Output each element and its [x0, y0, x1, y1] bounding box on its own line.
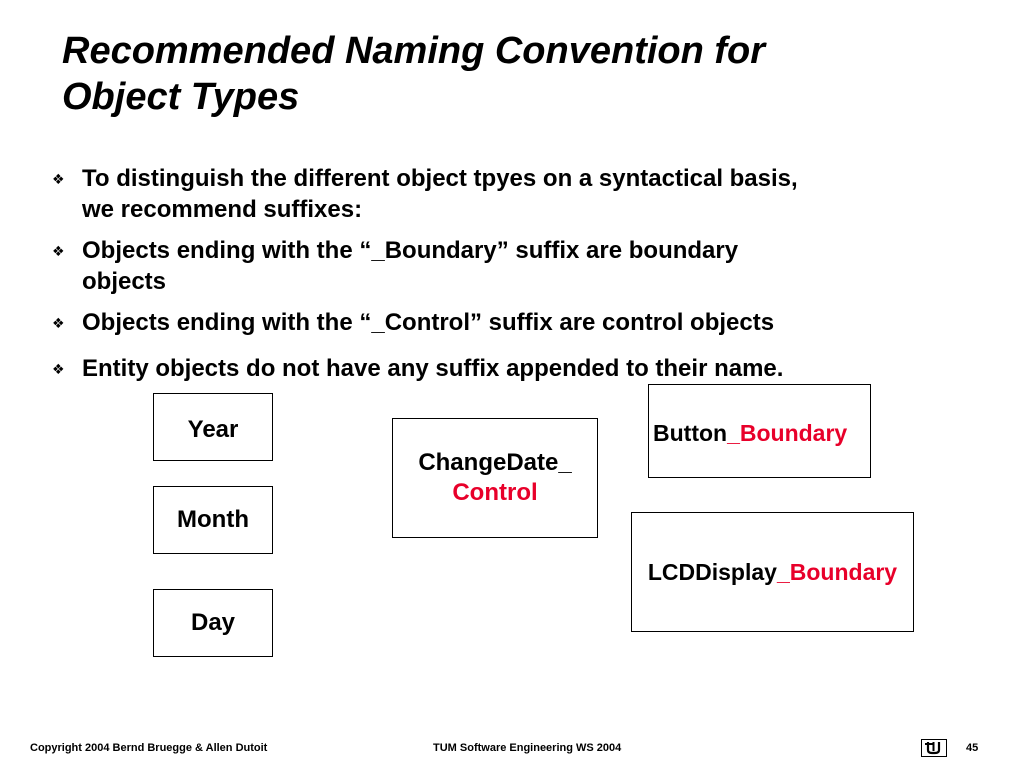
footer-page-number: 45 — [966, 742, 979, 754]
bullet-text-line: Objects ending with the “_Control” suffix are control objects — [82, 309, 775, 336]
tum-logo-icon — [921, 739, 947, 757]
bullet-item — [52, 235, 738, 297]
boundary-suffix: _Boundary — [776, 558, 898, 585]
diamond-bullet-icon: ❖ — [52, 315, 65, 331]
control-base-name: ChangeDate_ — [418, 449, 572, 476]
boundary-box-lcddisplay — [631, 512, 914, 632]
boundary-box-button — [648, 384, 871, 478]
entity-label: Day — [190, 609, 236, 636]
diamond-bullet-icon: ❖ — [52, 171, 65, 187]
diamond-bullet-icon: ❖ — [52, 361, 65, 377]
diamond-bullet-icon: ❖ — [52, 243, 65, 259]
entity-label: Year — [187, 416, 239, 443]
boundary-suffix: _Boundary — [727, 420, 848, 446]
bullet-item — [52, 353, 783, 384]
bullet-text-line: Objects ending with the “_Boundary” suffix are boundary — [82, 237, 739, 264]
entity-label: Month — [177, 506, 249, 533]
title-line-1: Recommended Naming Convention for — [62, 30, 766, 72]
entity-box-year — [153, 393, 273, 461]
title-line-2: Object Types — [62, 76, 300, 118]
bullet-item — [52, 307, 774, 338]
boundary-base-name: LCDDisplay — [647, 558, 777, 585]
slide-title — [62, 28, 962, 120]
control-suffix: Control — [452, 479, 538, 506]
entity-box-month — [153, 486, 273, 554]
bullet-item — [52, 163, 798, 225]
boundary-base-name: Button — [653, 420, 728, 446]
bullet-text-line: objects — [82, 268, 167, 295]
footer-copyright: Copyright 2004 Bernd Bruegge & Allen Dutoit — [30, 742, 268, 754]
bullet-text-line: we recommend suffixes: — [82, 196, 363, 223]
entity-box-day — [153, 589, 273, 657]
bullet-text-line: To distinguish the different object tpyes on a syntactical basis, — [82, 165, 798, 192]
footer-course: TUM Software Engineering WS 2004 — [433, 742, 622, 754]
bullet-text-line: Entity objects do not have any suffix appended to their name. — [82, 355, 784, 382]
control-box-changedate — [392, 418, 598, 538]
